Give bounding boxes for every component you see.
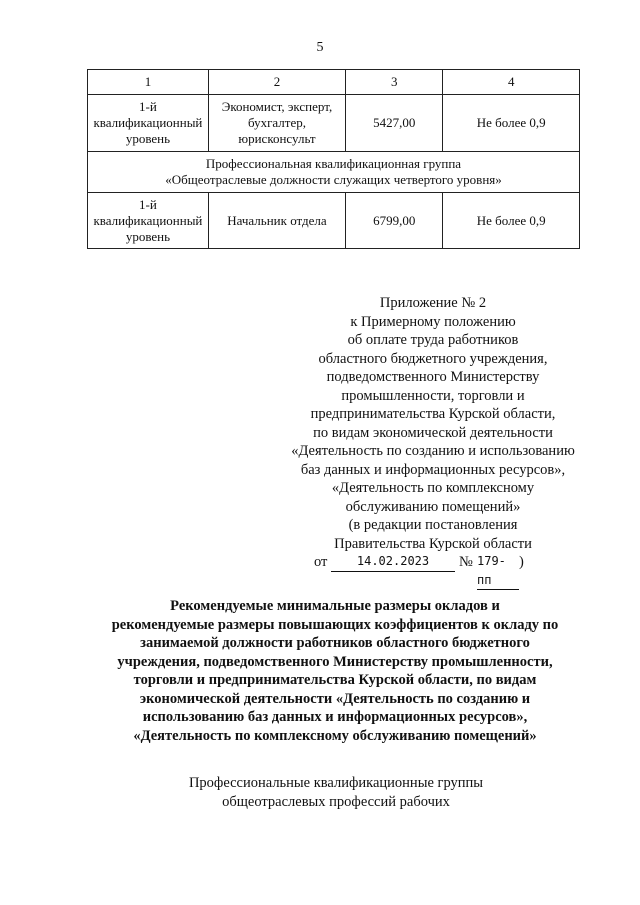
- level-line: уровень: [125, 228, 171, 244]
- qualification-level-cell: [88, 95, 209, 152]
- title-line: рекомендуемые размеры повышающих коэффициентов к окладу по: [111, 616, 559, 633]
- title-line: экономической деятельности «Деятельность по созданию и: [139, 690, 531, 707]
- resolution-date-line: [281, 553, 585, 587]
- level-line: 1-й: [139, 99, 157, 114]
- document-title: [95, 597, 575, 745]
- appendix-block: [281, 294, 585, 587]
- number-prefix: №: [459, 554, 473, 570]
- resolution-date: 14.02.2023: [331, 552, 455, 572]
- page-number: 5: [316, 40, 324, 55]
- table-header-row: [88, 70, 580, 95]
- appendix-line: областного бюджетного учреждения,: [318, 350, 548, 367]
- title-line: занимаемой должности работников областного бюджетного: [140, 635, 530, 651]
- group-cell: [88, 152, 580, 193]
- qualification-level-cell: [88, 193, 209, 249]
- level-line: уровень: [125, 131, 171, 146]
- title-line: учреждения, подведомственного Министерству промышленности,: [117, 653, 553, 670]
- header-cell: 1: [88, 70, 209, 95]
- appendix-line: «Деятельность по созданию и использованию: [291, 443, 575, 459]
- appendix-line: по видам экономической деятельности: [313, 424, 553, 441]
- appendix-line: об оплате труда работников: [347, 332, 519, 348]
- date-prefix: от: [314, 554, 328, 570]
- subtitle-line: общеотраслевых профессий рабочих: [222, 793, 450, 810]
- appendix-line: «Деятельность по комплексному: [331, 480, 535, 496]
- level-line: квалификационный: [93, 212, 203, 228]
- appendix-line: предпринимательства Курской области,: [310, 406, 556, 422]
- salary-cell: 5427,00: [346, 95, 443, 152]
- coefficient-cell: Не более 0,9: [443, 95, 580, 152]
- header-cell: 3: [346, 70, 443, 95]
- level-line: 1-й: [139, 196, 157, 212]
- header-cell: 2: [208, 70, 345, 95]
- closing-parenthesis: ): [519, 554, 524, 570]
- position-line: бухгалтер,: [247, 115, 306, 130]
- group-line: Профессиональная квалификационная группа: [205, 156, 462, 171]
- positions-cell: Начальник отдела: [208, 193, 345, 249]
- salary-table: [87, 69, 580, 249]
- header-cell: 4: [443, 70, 580, 95]
- title-line: торговли и предпринимательства Курской области, по видам: [133, 672, 537, 688]
- resolution-number: 179-пп: [477, 552, 519, 590]
- title-line: «Деятельность по комплексному обслуживанию помещений»: [133, 727, 537, 744]
- title-line: использованию баз данных и информационных ресурсов»,: [142, 709, 528, 725]
- appendix-line: (в редакции постановления: [348, 517, 518, 533]
- title-line: Рекомендуемые минимальные размеры окладов и: [170, 598, 500, 614]
- table-row: [88, 95, 580, 152]
- positions-cell: [208, 95, 345, 152]
- section-subtitle: [160, 774, 512, 811]
- appendix-line: промышленности, торговли и: [341, 387, 525, 404]
- appendix-line: обслуживанию помещений»: [345, 498, 521, 515]
- appendix-line: подведомственного Министерству: [326, 369, 540, 385]
- position-line: юрисконсульт: [238, 131, 316, 146]
- salary-cell: 6799,00: [346, 193, 443, 249]
- appendix-line: баз данных и информационных ресурсов»,: [300, 461, 566, 478]
- position-line: Экономист, эксперт,: [221, 99, 333, 114]
- appendix-line: Приложение № 2: [379, 295, 487, 311]
- subtitle-line: Профессиональные квалификационные группы: [188, 775, 484, 791]
- group-row: [88, 152, 580, 193]
- level-line: квалификационный: [93, 115, 203, 130]
- table-row: [88, 193, 580, 249]
- group-line: «Общеотраслевые должности служащих четвертого уровня»: [165, 172, 502, 187]
- coefficient-cell: Не более 0,9: [443, 193, 580, 249]
- appendix-line: Правительства Курской области: [334, 535, 532, 552]
- appendix-line: к Примерному положению: [350, 313, 516, 330]
